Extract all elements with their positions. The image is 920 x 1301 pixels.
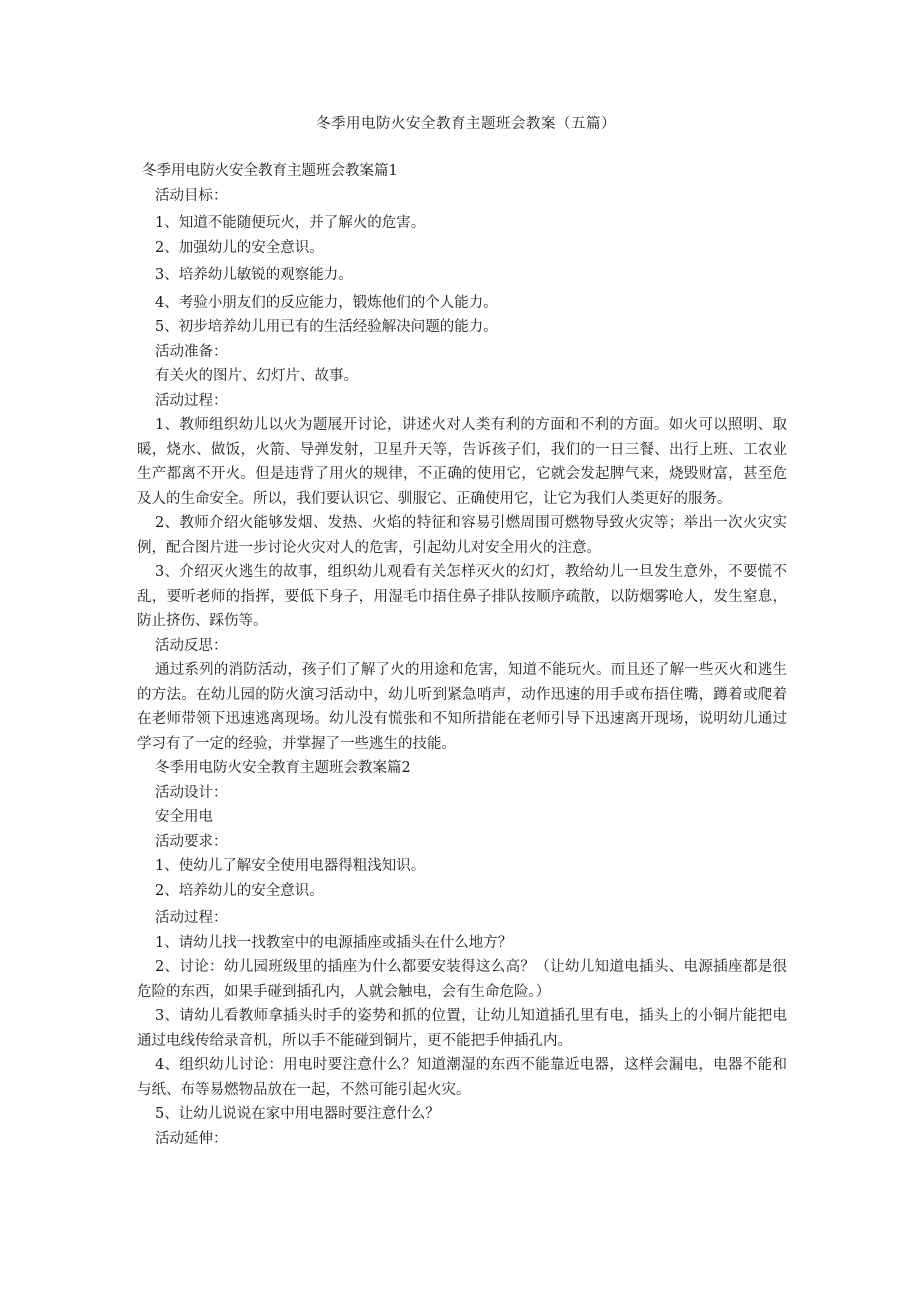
lesson2-ext-label: 活动延伸：	[155, 1130, 228, 1147]
lesson2-heading: 冬季用电防火安全教育主题班会教案篇2	[155, 760, 411, 776]
lesson1-process-label: 活动过程：	[155, 392, 228, 409]
lesson2-req-2: 2、培养幼儿的安全意识。	[155, 882, 324, 899]
lesson1-heading: 冬季用电防火安全教育主题班会教案篇1	[142, 163, 398, 179]
lesson2-process-3: 3、请幼儿看教师拿插头时手的姿势和抓的位置，让幼儿知道插孔里有电，插头上的小铜片能把电通过电线传给录音机，所以手不能碰到铜片，更不能把手伸插孔内。	[137, 1008, 787, 1049]
lesson2-process-2: 2、讨论：幼儿园班级里的插座为什么都要安装得这么高？（让幼儿知道电插头、电源插座都是很危险的东西，如果手碰到插孔内，人就会触电，会有生命危险。）	[137, 959, 787, 1000]
lesson1-prep-label: 活动准备：	[155, 343, 228, 360]
lesson1-goal-1: 1、知道不能随便玩火，并了解火的危害。	[155, 215, 426, 231]
lesson2-req-1: 1、使幼儿了解安全使用电器得粗浅知识。	[155, 858, 426, 874]
lesson2-process-4: 4、组织幼儿讨论：用电时要注意什么？知道潮湿的东西不能靠近电器，这样会漏电，电器不能和与纸、布等易燃物品放在一起，不然可能引起火灾。	[137, 1057, 787, 1098]
lesson1-goals-label: 活动目标：	[155, 187, 228, 204]
lesson2-process-1: 1、请幼儿找一找教室中的电源插座或插头在什么地方？	[155, 934, 513, 951]
lesson1-reflect-label: 活动反思：	[155, 637, 228, 654]
document-page	[137, 112, 787, 1151]
lesson1-goal-2: 2、加强幼儿的安全意识。	[155, 239, 324, 256]
lesson1-goal-4: 4、考验小朋友们的反应能力，锻炼他们的个人能力。	[155, 294, 498, 311]
lesson1-prep: 有关火的图片、幻灯片、故事。	[155, 368, 358, 384]
lesson1-goal-3: 3、培养幼儿敏锐的观察能力。	[155, 267, 353, 283]
lesson1-process-1: 1、教师组织幼儿以火为题展开讨论，讲述火对人类有利的方面和不利的方面。如火可以照明、取暖，烧水、做饭，火箭、导弹发射，卫星升天等，告诉孩子们，我们的一日三餐、出行上班、工农业生产都离不开火。但是违背了用火的规律，不正确的使用它，它就会发起脾气来，烧毁财富，甚至危及人的生命安全。所以，我们要认识它、驯服它、正确使用它，让它为我们人类更好的服务。	[137, 417, 787, 507]
lesson1-goal-5: 5、初步培养幼儿用已有的生活经验解决问题的能力。	[155, 319, 498, 335]
lesson1-reflect: 通过系列的消防活动，孩子们了解了火的用途和危害，知道不能玩火。而且还了解一些灭火和逃生的方法。在幼儿园的防火演习活动中，幼儿听到紧急哨声，动作迅速的用手或布捂住嘴，蹲着或爬着在老师带领下迅速逃离现场。幼儿没有慌张和不知所措能在老师引导下迅速离开现场，说明幼儿通过学习有了一定的经验，并掌握了一些逃生的技能。	[137, 662, 787, 752]
lesson2-req-label: 活动要求：	[155, 833, 228, 850]
lesson2-process-label: 活动过程：	[155, 910, 228, 926]
lesson2-design: 安全用电	[155, 809, 213, 825]
lesson1-process-3: 3、介绍灭火逃生的故事，组织幼儿观看有关怎样灭火的幻灯，教给幼儿一旦发生意外，不要慌不乱，要听老师的指挥，要低下身子，用湿毛巾捂住鼻子排队按顺序疏散，以防烟雾呛人，发生窒息，防止挤伤、踩伤等。	[137, 564, 787, 629]
lesson2-design-label: 活动设计：	[155, 784, 228, 801]
lesson1-process-2: 2、教师介绍火能够发烟、发热、火焰的特征和容易引燃周围可燃物导致火灾等；举出一次火灾实例，配合图片进一步讨论火灾对人的危害，引起幼儿对安全用火的注意。	[137, 515, 787, 556]
lesson2-process-5: 5、让幼儿说说在家中用电器时要注意什么？	[155, 1106, 440, 1122]
document-title: 冬季用电防火安全教育主题班会教案（五篇）	[316, 116, 616, 132]
